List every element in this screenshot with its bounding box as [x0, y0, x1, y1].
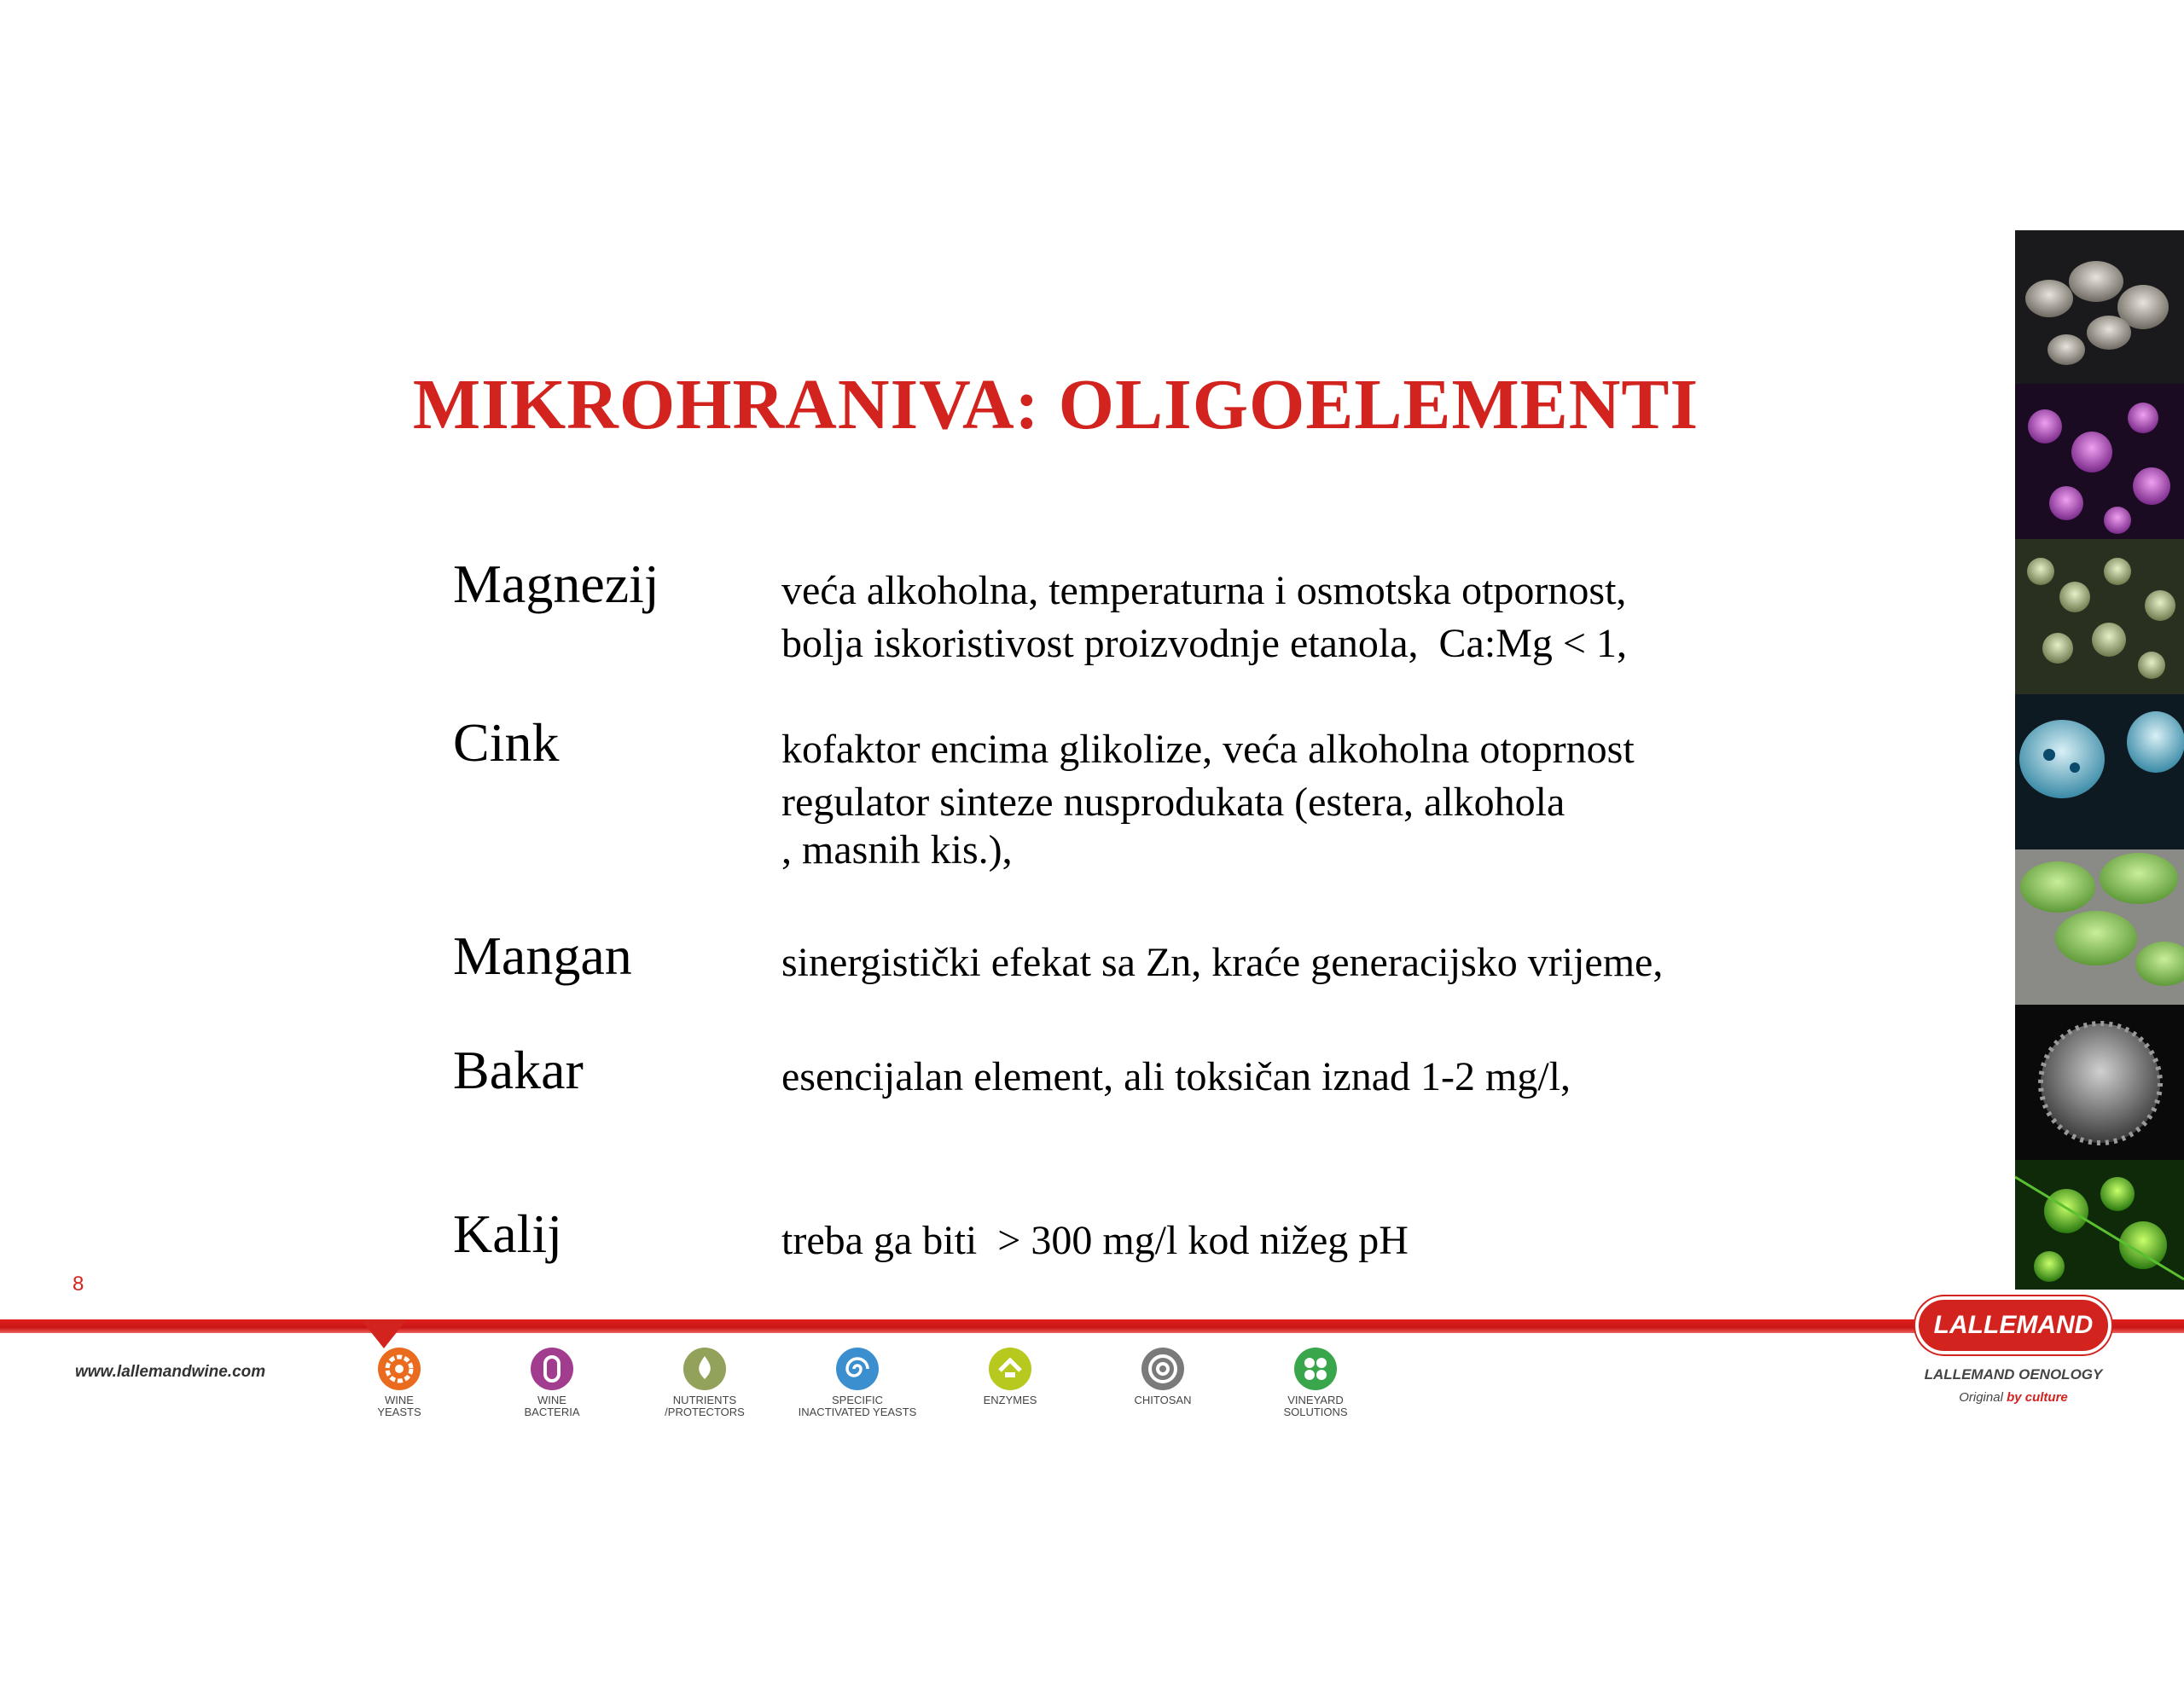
nav-vineyard-solutions[interactable]: [1247, 1345, 1384, 1418]
element-desc-magnezij: [781, 565, 1627, 670]
chitosan-icon: [1139, 1345, 1187, 1393]
nav-chitosan[interactable]: [1095, 1345, 1231, 1406]
element-desc-cink: [781, 723, 1635, 877]
tagline-highlight: by culture: [2007, 1390, 2068, 1405]
nav-label: SPECIFIC INACTIVATED YEASTS: [798, 1394, 917, 1418]
slide-title: MIKROHRANIVA: OLIGOELEMENTI: [412, 365, 1699, 444]
element-desc-bakar: [781, 1051, 1571, 1104]
desc-line: esencijalan element, ali toksičan iznad 1-2 mg/l,: [781, 1054, 1571, 1099]
nav-label: NUTRIENTS /PROTECTORS: [665, 1394, 745, 1418]
desc-line: sinergistički efekat sa Zn, kraće generacijsko vrijeme,: [781, 940, 1664, 985]
active-category-pointer: [361, 1319, 407, 1348]
wine-bacteria-icon: [528, 1345, 576, 1393]
element-name-mangan: Mangan: [453, 925, 632, 986]
nav-label: WINE YEASTS: [377, 1394, 421, 1418]
nav-nutrients-protectors[interactable]: [636, 1345, 773, 1418]
nav-wine-bacteria[interactable]: [484, 1345, 620, 1418]
desc-line: regulator sinteze nusprodukata (estera, alkohola: [781, 780, 1565, 825]
nav-specific-inactivated-yeasts[interactable]: [789, 1345, 926, 1418]
desc-line: bolja iskoristivost proizvodnje etanola, Ca:Mg < 1,: [781, 621, 1627, 666]
website-link[interactable]: www.lallemandwine.com: [75, 1363, 266, 1381]
tagline-prefix: Original: [1959, 1390, 2007, 1405]
nav-label: WINE BACTERIA: [524, 1394, 580, 1418]
element-desc-kalij: [781, 1215, 1409, 1267]
nav-label: VINEYARD SOLUTIONS: [1283, 1394, 1348, 1418]
wine-yeasts-icon: [375, 1345, 423, 1393]
element-desc-mangan: [781, 936, 1663, 989]
nav-label: CHITOSAN: [1134, 1394, 1192, 1406]
brand-division: LALLEMAND OENOLOGY: [1924, 1366, 2103, 1383]
brand-name: LALLEMAND: [1915, 1296, 2111, 1354]
footer-red-line: [0, 1319, 2184, 1333]
desc-line: , masnih kis.),: [781, 827, 1013, 872]
desc-line: kofaktor encima glikolize, veća alkoholna otoprnost: [781, 727, 1635, 772]
brand-tagline: [1904, 1390, 2123, 1405]
microscopy-image-strip: [2015, 230, 2184, 1290]
nav-wine-yeasts[interactable]: [331, 1345, 468, 1418]
element-name-bakar: Bakar: [453, 1040, 584, 1100]
page-number: 8: [73, 1272, 84, 1296]
nutrients-icon: [681, 1345, 729, 1393]
enzymes-icon: [986, 1345, 1034, 1393]
lallemand-logo[interactable]: [1904, 1296, 2123, 1405]
element-name-kalij: Kalij: [453, 1203, 562, 1264]
nav-label: ENZYMES: [983, 1394, 1037, 1406]
inactivated-yeasts-icon: [834, 1345, 881, 1393]
nav-enzymes[interactable]: [942, 1345, 1078, 1406]
desc-line: treba ga biti > 300 mg/l kod nižeg pH: [781, 1218, 1409, 1263]
vineyard-icon: [1292, 1345, 1339, 1393]
element-name-magnezij: Magnezij: [453, 554, 659, 614]
desc-line: veća alkoholna, temperaturna i osmotska otpornost,: [781, 568, 1627, 613]
element-name-cink: Cink: [453, 712, 560, 773]
